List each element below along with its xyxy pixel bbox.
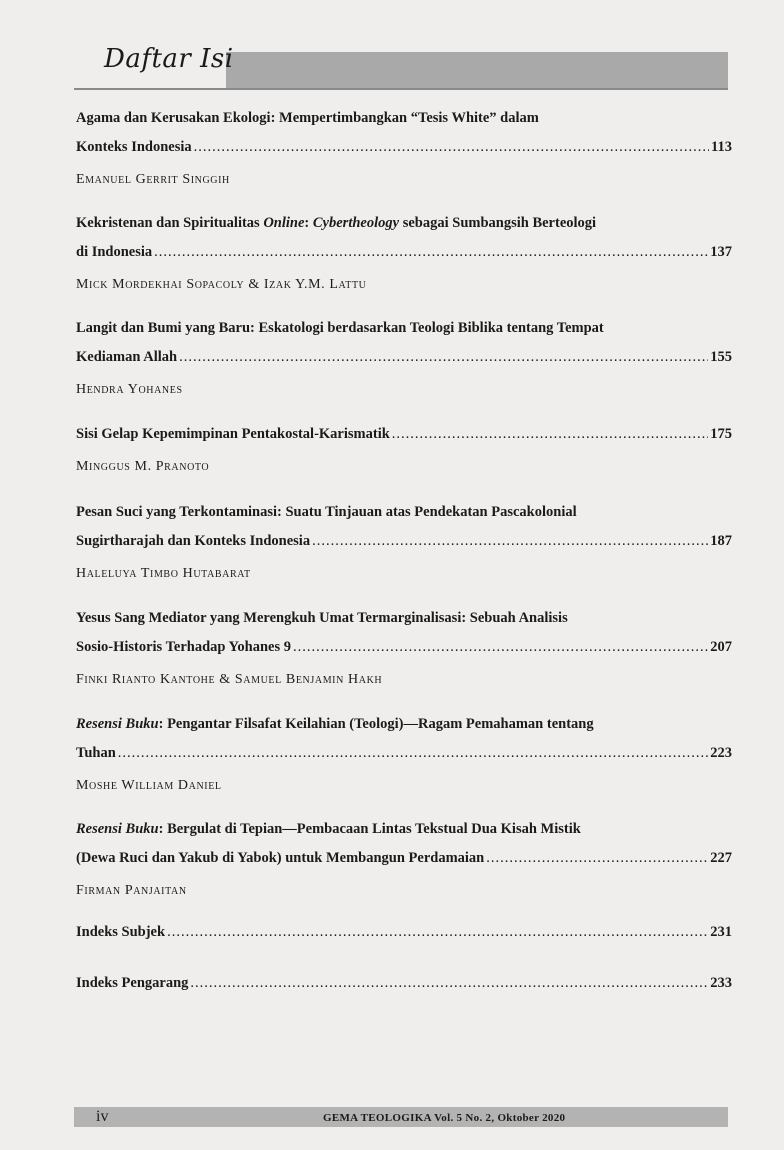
page-number: 223	[710, 745, 732, 761]
dot-leader	[486, 848, 708, 868]
toc-title-line: Sugirtharajah dan Konteks Indonesia ..... 187	[76, 531, 732, 551]
dot-leader	[312, 531, 708, 551]
page-number: 233	[710, 975, 732, 991]
toc-entry	[76, 819, 732, 900]
review-label: Resensi Buku	[76, 821, 159, 837]
review-label: Resensi Buku	[76, 716, 159, 732]
toc-title-line: (Dewa Ruci dan Yakub di Yabok) untuk Membangun Perdamaian ..... 227	[76, 848, 732, 868]
page-number: 227	[710, 850, 732, 866]
header-band	[226, 52, 728, 90]
toc-entry	[76, 318, 732, 399]
toc-title-line: Resensi Buku: Pengantar Filsafat Keilahian (Teologi)—Ragam Pemahaman tentang	[76, 716, 594, 732]
dot-leader	[392, 424, 708, 444]
toc-title-line: Resensi Buku: Bergulat di Tepian—Pembacaan Lintas Tekstual Dua Kisah Mistik	[76, 821, 581, 837]
toc-title-line: di Indonesia ..... 137	[76, 242, 732, 262]
dot-leader	[118, 743, 708, 763]
author: Moshe William Daniel	[76, 778, 222, 793]
toc-title-line: Tuhan ..... 223	[76, 743, 732, 763]
toc-entry	[76, 424, 732, 476]
page-number: 113	[711, 139, 732, 155]
toc-entry	[76, 973, 732, 993]
toc-entry	[76, 714, 732, 795]
author: Mick Mordekhai Sopacoly & Izak Y.M. Lattu	[76, 277, 367, 292]
author: Minggus M. Pranoto	[76, 459, 210, 474]
toc-title-line: Sosio-Historis Terhadap Yohanes 9 ..... 207	[76, 637, 732, 657]
author: Firman Panjaitan	[76, 883, 187, 898]
toc-title-line: Agama dan Kerusakan Ekologi: Mempertimbangkan “Tesis White” dalam	[76, 110, 539, 126]
toc-title-line: Konteks Indonesia ..... 113	[76, 137, 732, 157]
toc-entry	[76, 922, 732, 942]
header-rule	[74, 88, 728, 90]
author: Hendra Yohanes	[76, 382, 183, 397]
footer-page-number: iv	[96, 1108, 109, 1125]
page-number: 187	[710, 533, 732, 549]
toc-title-line: Indeks Subjek ..... 231	[76, 922, 732, 942]
dot-leader	[179, 347, 708, 367]
author: Finki Rianto Kantohe & Samuel Benjamin Hakh	[76, 672, 383, 687]
dot-leader	[194, 137, 709, 157]
toc-title-line: Indeks Pengarang ..... 233	[76, 973, 732, 993]
page-number: 207	[710, 639, 732, 655]
toc-entry	[76, 502, 732, 583]
dot-leader	[190, 973, 708, 993]
toc-title-line: Pesan Suci yang Terkontaminasi: Suatu Tinjauan atas Pendekatan Pascakolonial	[76, 504, 577, 520]
page-number: 155	[710, 349, 732, 365]
toc-entry	[76, 608, 732, 689]
author: Haleluya Timbo Hutabarat	[76, 566, 251, 581]
toc-entry	[76, 213, 732, 294]
toc-entry	[76, 108, 732, 189]
toc-title-line: Kediaman Allah ..... 155	[76, 347, 732, 367]
page-title: Daftar Isi	[104, 44, 234, 74]
page-number: 137	[710, 244, 732, 260]
toc-title-line: Langit dan Bumi yang Baru: Eskatologi berdasarkan Teologi Biblika tentang Tempat	[76, 320, 604, 336]
toc-title-line: Yesus Sang Mediator yang Merengkuh Umat Termarginalisasi: Sebuah Analisis	[76, 610, 568, 626]
dot-leader	[293, 637, 708, 657]
footer-journal-info: GEMA TEOLOGIKA Vol. 5 No. 2, Oktober 2020	[323, 1112, 566, 1124]
toc-title-line: Kekristenan dan Spiritualitas Online: Cybertheology sebagai Sumbangsih Berteologi	[76, 215, 597, 231]
dot-leader	[167, 922, 708, 942]
dot-leader	[154, 242, 708, 262]
toc-title-line: Sisi Gelap Kepemimpinan Pentakostal-Karismatik ..... 175	[76, 424, 732, 444]
page-number: 175	[710, 426, 732, 442]
author: Emanuel Gerrit Singgih	[76, 172, 230, 187]
page-number: 231	[710, 924, 732, 940]
